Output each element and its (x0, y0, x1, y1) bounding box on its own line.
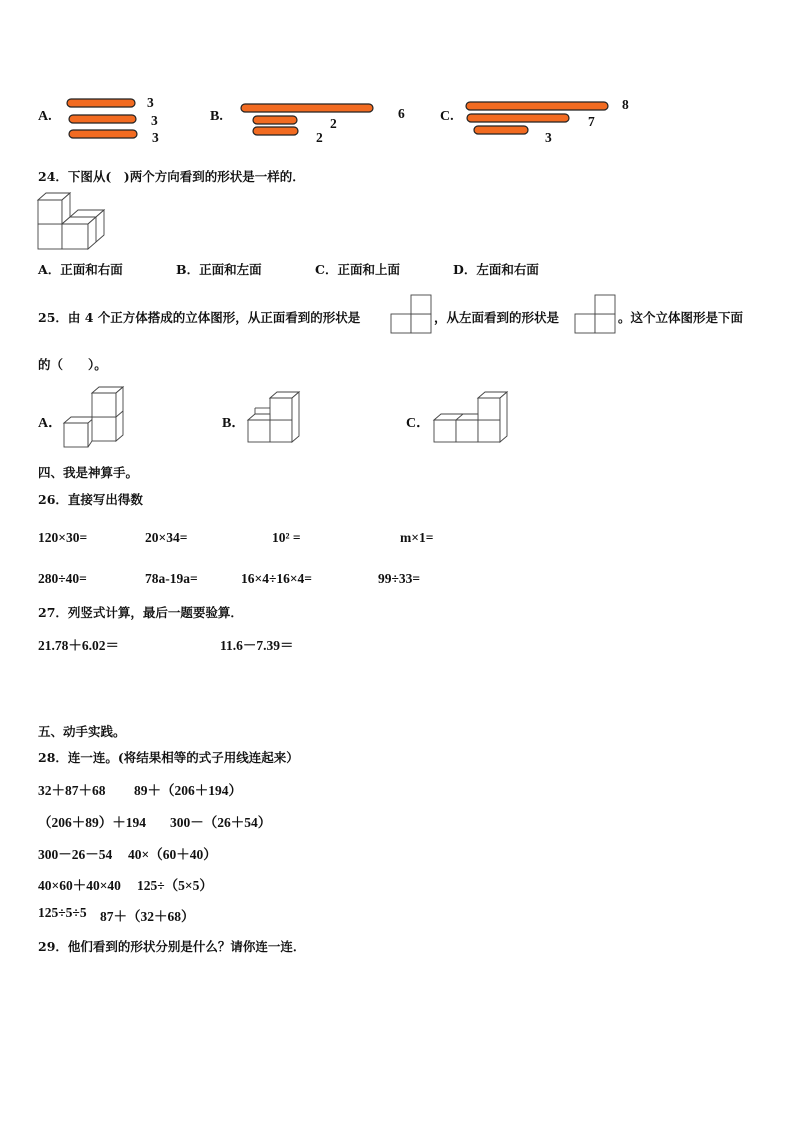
calc-item: 120×30= (38, 530, 88, 545)
square (391, 314, 411, 333)
cube-face (38, 224, 62, 249)
match-left: 40×60＋40×40 (38, 878, 121, 893)
match-right: 89＋（206＋194） (134, 783, 242, 798)
calc-item: 20×34= (145, 530, 188, 545)
rod (67, 99, 135, 107)
q25-figure-b (246, 390, 306, 450)
question-28: 28．连一连。(将结果相等的式子用线连起来） (38, 750, 299, 765)
choice-24-c: C．正面和上面 (315, 262, 400, 277)
cube-face (62, 224, 88, 249)
section-5-title: 五、动手实践。 (38, 724, 126, 739)
option-c-label: C. (440, 109, 454, 124)
cube-face (478, 398, 500, 420)
question-29: 29．他们看到的形状分别是什么？请你连一连． (38, 939, 306, 954)
question-24: 24．下图从( )两个方向看到的形状是一样的． (38, 169, 305, 184)
square (411, 295, 431, 314)
choice-24-d: D．左面和右面 (453, 262, 539, 277)
cube-face (478, 420, 500, 442)
length-label: 2 (316, 130, 323, 145)
calc-item: m×1= (400, 530, 434, 545)
length-label: 2 (330, 116, 337, 131)
calc-item: 10² = (272, 530, 301, 545)
square (411, 314, 431, 333)
match-left: 32＋87＋68 (38, 783, 106, 798)
question-27: 27．列竖式计算，最后一题要验算． (38, 605, 243, 620)
rod (241, 104, 373, 112)
match-right: 87＋（32＋68） (100, 909, 195, 924)
option-a-label: A. (38, 109, 52, 124)
choice-25-b: B． (222, 416, 246, 431)
cube-face (434, 420, 456, 442)
rod (467, 114, 569, 122)
cube-face (92, 393, 116, 417)
length-label: 3 (152, 130, 159, 145)
calc-item: 280÷40= (38, 571, 87, 586)
square (575, 314, 595, 333)
rod (253, 127, 298, 135)
match-right: 40×（60＋40） (128, 847, 217, 862)
rod (474, 126, 528, 134)
option-a-rods (60, 94, 140, 144)
square (595, 314, 615, 333)
choice-25-c: C． (406, 416, 431, 431)
cube-face (248, 420, 270, 442)
question-25-part3: 。这个立体图形是下面 (618, 310, 744, 325)
section-4-title: 四、我是神算手。 (38, 465, 139, 480)
question-25-part1: 25．由 4 个正方体搭成的立体图形，从正面看到的形状是 (38, 310, 361, 325)
cube-face (270, 398, 292, 420)
left-view-shape (574, 294, 619, 334)
vertical-calc-item: 11.6－7.39＝ (220, 638, 294, 653)
rod (466, 102, 608, 110)
rod (69, 115, 136, 123)
length-label: 6 (398, 106, 405, 121)
question-25-part2: ，从左面看到的形状是 (434, 310, 560, 325)
square (595, 295, 615, 314)
cube-face (270, 420, 292, 442)
match-left: 125÷5÷5 (38, 905, 87, 920)
calc-item: 78a-19a= (145, 571, 198, 586)
vertical-calc-item: 21.78＋6.02＝ (38, 638, 119, 653)
match-right: 125÷（5×5） (137, 878, 213, 893)
option-b-label: B. (210, 109, 223, 124)
front-view-shape (390, 294, 435, 334)
q24-cube-figure (34, 190, 114, 255)
rod (69, 130, 137, 138)
choice-24-b: B．正面和左面 (176, 262, 262, 277)
rod (253, 116, 297, 124)
question-26: 26．直接写出得数 (38, 492, 143, 507)
length-label: 8 (622, 97, 629, 112)
choice-24-a: A．正面和右面 (38, 262, 123, 277)
length-label: 3 (151, 113, 158, 128)
calc-item: 16×4÷16×4= (241, 571, 312, 586)
length-label: 3 (545, 130, 552, 145)
choice-25-a: A． (38, 416, 63, 431)
calc-item: 99÷33= (378, 571, 421, 586)
q25-figure-a (62, 390, 132, 450)
question-25-line2: 的（ ）。 (38, 357, 107, 372)
match-right: 300－（26＋54） (170, 815, 272, 830)
q25-figure-c (430, 390, 515, 450)
cube-face (38, 200, 62, 224)
length-label: 3 (147, 95, 154, 110)
match-left: （206＋89）＋194 (38, 815, 146, 830)
cube-face (64, 423, 88, 447)
cube-face (456, 420, 478, 442)
length-label: 7 (588, 114, 595, 129)
cube-face (92, 417, 116, 441)
option-b-rods (236, 100, 376, 140)
match-left: 300－26－54 (38, 847, 113, 862)
